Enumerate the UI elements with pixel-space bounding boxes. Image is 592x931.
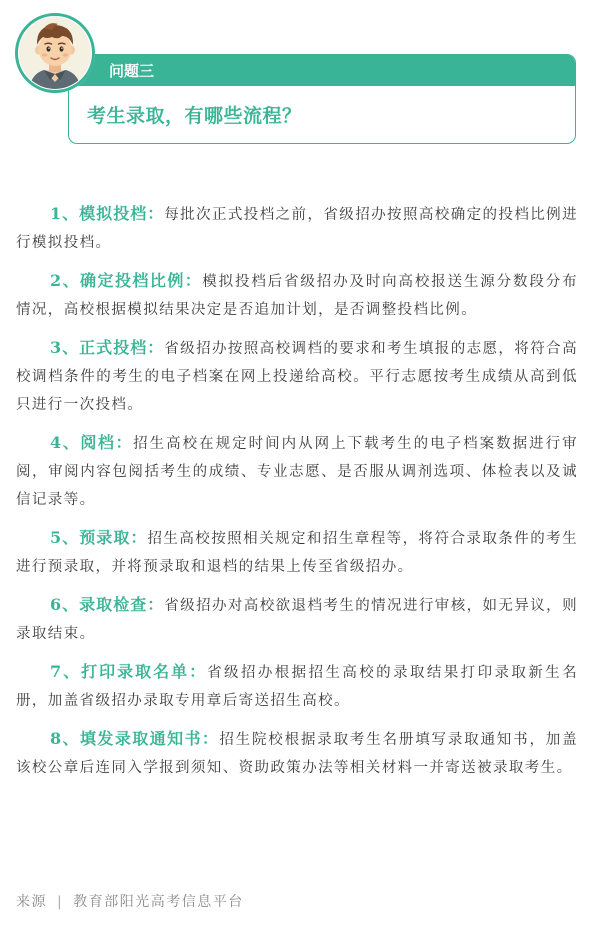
step-text: 模拟投档后省级招办及时向高校报送生源分数段分布情况，高校根据模拟结果决定是否追加计划，是否调整投档比例。	[16, 274, 578, 318]
step-text: 每批次正式投档之前，省级招办按照高校确定的投档比例进行模拟投档。	[16, 207, 578, 251]
step-item	[16, 658, 578, 715]
step-title: 5、预录取：	[50, 528, 148, 547]
source-name: 教育部阳光高考信息平台	[73, 894, 244, 910]
step-text: 省级招办按照高校调档的要求和考生填报的志愿，将符合高校调档条件的考生的电子档案在网上投递给高校。平行志愿按考生成绩从高到低只进行一次投档。	[16, 341, 578, 413]
step-title: 7、打印录取名单：	[50, 662, 208, 681]
question-card	[68, 54, 576, 144]
source-label: 来源	[16, 894, 47, 910]
step-text: 省级招办根据招生高校的录取结果打印录取新生名册，加盖省级招办录取专用章后寄送招生高校。	[16, 665, 578, 709]
step-title: 8、填发录取通知书：	[50, 729, 220, 748]
step-item	[16, 267, 578, 324]
step-text: 省级招办对高校欲退档考生的情况进行审核，如无异议，则录取结束。	[16, 598, 578, 642]
enrollment-steps	[16, 200, 578, 792]
source-separator: |	[57, 894, 64, 910]
step-item	[16, 524, 578, 581]
step-title: 1、模拟投档：	[50, 204, 165, 223]
step-title: 4、阅档：	[50, 433, 134, 452]
question-number: 问题三	[109, 62, 155, 80]
question-title: 考生录取，有哪些流程？	[87, 105, 302, 127]
step-title: 6、录取检查：	[50, 595, 165, 614]
boy-avatar-icon	[14, 12, 96, 94]
step-item	[16, 591, 578, 648]
step-title: 3、正式投档：	[50, 338, 165, 357]
step-text: 招生高校按照相关规定和招生章程等，将符合录取条件的考生进行预录取，并将预录取和退档的结果上传至省级招办。	[16, 531, 578, 575]
step-text: 招生高校在规定时间内从网上下载考生的电子档案数据进行审阅，审阅内容包阅括考生的成绩、专业志愿、是否服从调剂选项、体检表以及诚信记录等。	[16, 436, 578, 508]
step-item	[16, 200, 578, 257]
step-item	[16, 334, 578, 419]
step-title: 2、确定投档比例：	[50, 271, 203, 290]
step-item	[16, 725, 578, 782]
source-credit	[16, 891, 244, 913]
step-text: 招生院校根据录取考生名册填写录取通知书，加盖该校公章后连同入学报到须知、资助政策办法等相关材料一并寄送被录取考生。	[16, 732, 578, 776]
step-item	[16, 429, 578, 514]
